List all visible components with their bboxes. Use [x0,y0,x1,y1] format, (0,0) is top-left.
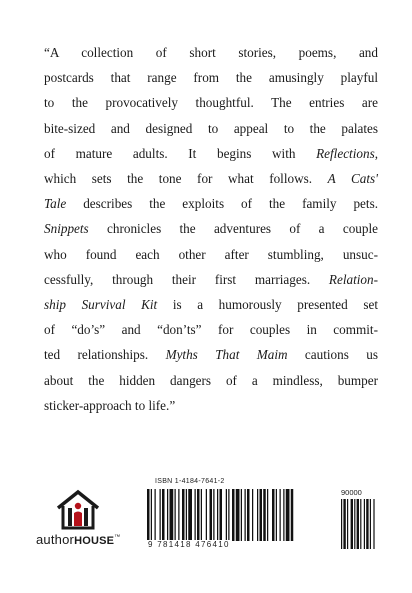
barcode-bar [220,489,223,541]
blurb-text: “A collection of short stories, poems, and [44,45,378,60]
price-code: 90000 [341,488,362,497]
barcode-bar [213,489,214,541]
barcode-bar [267,489,268,541]
blurb-title-italic: Tale [44,196,67,212]
barcode-bar [280,489,281,541]
barcode-addon-bar [370,499,371,549]
barcode-bar [232,489,235,541]
barcode-bar [263,489,266,541]
blurb-line [44,90,378,115]
barcode-bar [178,489,179,541]
blurb-line [44,141,378,166]
barcode-bar [276,489,277,541]
barcode-bar [252,489,253,541]
barcode-addon-bar [366,499,368,549]
barcode-addon-bar [364,499,365,549]
barcode-bar [283,489,284,541]
blurb-text: which sets the tone for what follows. [44,171,328,187]
blurb-line [44,116,378,141]
blurb-text: of “do’s” and “don’ts” for couples in commit- [44,322,378,338]
barcode-addon-bar [357,499,359,549]
blurb-text: cautions us [287,347,378,363]
blurb-text: who found each other after stumbling, unsuc- [44,246,378,262]
barcode-addon-bar [351,499,353,549]
barcode-addon-bar [343,499,345,549]
publisher-name-house: HOUSE [74,535,115,547]
barcode-bar [206,489,207,541]
barcode-bar [167,489,168,541]
blurb-title-italic: A Cats' [327,171,378,187]
barcode-bar [291,489,294,541]
publisher-logo [36,488,122,552]
barcode-bar [151,489,152,541]
blurb-text: describes the exploits of the family pets. [66,196,378,212]
barcode-addon-bar [341,499,342,549]
blurb-line [44,242,378,267]
barcode-bar [155,489,156,541]
publisher-name-author: author [36,532,75,547]
blurb-text: about the hidden dangers of a mindless, bumper [44,372,378,388]
barcode-bar [182,489,185,541]
blurb-line [44,267,378,292]
blurb-line [44,317,378,342]
blurb-text: is a humorously presented set [157,297,378,313]
blurb-line [44,216,378,241]
isbn-label: ISBN 1-4184-7641-2 [155,478,225,485]
barcode-bar [217,489,218,541]
blurb-title-italic: Myths That Maim [165,347,288,363]
barcode-bar [210,489,213,541]
barcode-bar [286,489,290,541]
barcode-bar [260,489,263,541]
barcode-bar [257,489,258,541]
barcode-bar [226,489,227,541]
barcode-bar [162,489,165,541]
barcode-bar [195,489,196,541]
blurb-line [44,292,378,317]
blurb-text: , [374,145,378,161]
blurb-title-italic: Relation- [328,271,378,287]
ean-digits: 9 781418 476410 [148,540,230,549]
blurb-text: ted relationships. [44,347,166,363]
blurb-line [44,342,378,367]
blurb-text: to the provocatively thoughtful. The entries are [44,95,378,111]
barcode-bar [272,489,275,541]
barcode-bar [175,489,176,541]
barcode-addon-bar [360,499,361,549]
trademark-symbol: ™ [114,534,121,541]
blurb-line [44,40,378,65]
blurb-line [44,368,378,393]
blurb-title-italic: Snippets [44,221,89,237]
barcode-bar [147,489,150,541]
barcode-bar [188,489,192,541]
blurb-line [44,393,378,418]
blurb-text: bite-sized and designed to appeal to the palates [44,120,378,136]
blurb-line [44,65,378,90]
barcode-addon-bar [347,499,348,549]
logo-figure-head [75,503,81,509]
blurb-text: chronicles the adventures of a couple [88,221,378,237]
barcode-bar [201,489,202,541]
blurb-text: sticker-approach to life.” [44,397,176,413]
barcode-bar [160,489,161,541]
blurb-line [44,191,378,216]
blurb-text: cessfully, through their first marriages. [44,271,329,287]
barcode-bar [197,489,200,541]
barcode-addon-bar [354,499,355,549]
blurb-title-italic: Reflections [316,145,375,161]
barcode-bar [247,489,250,541]
isbn-barcode-block [145,478,377,552]
blurb-line [44,166,378,191]
blurb-text: of mature adults. It begins with [44,145,317,161]
barcode-bar [170,489,174,541]
barcode-bar [241,489,242,541]
barcode-bar [245,489,246,541]
publisher-name [36,532,132,547]
barcode-bar [236,489,240,541]
barcode-bar [186,489,187,541]
barcode-bar [228,489,229,541]
authorhouse-logo-icon [54,488,102,532]
back-cover-blurb [44,40,378,418]
blurb-text: postcards that range from the amusingly playful [44,70,378,86]
barcode-addon-bar [373,499,374,549]
blurb-title-italic: ship Survival Kit [44,297,158,313]
